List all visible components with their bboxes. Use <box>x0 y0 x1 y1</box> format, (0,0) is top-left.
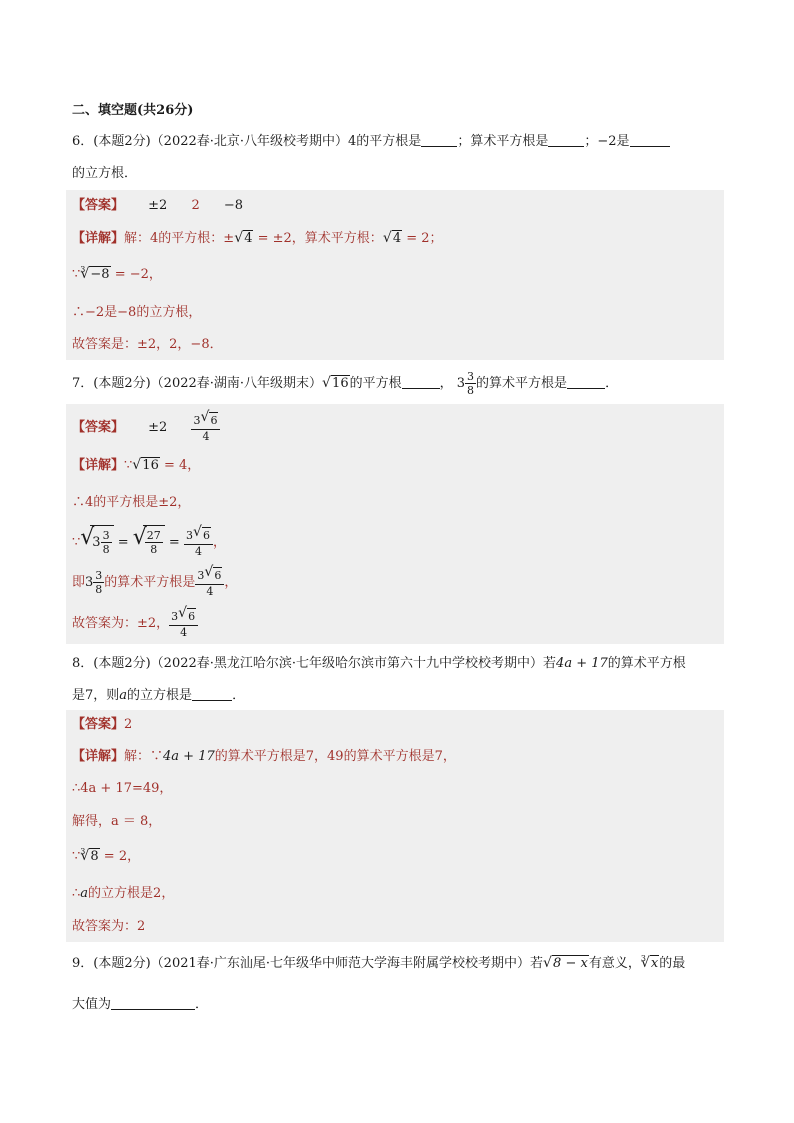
q8-because-line: ∵$^3$√ 8 = 2， <box>72 847 140 868</box>
question-6-stem <box>72 132 670 152</box>
q7-therefore: ∴4的平方根是±2， <box>72 495 191 510</box>
fraction: $\frac{3√ 6}{4}$ <box>195 567 224 598</box>
answer-blank <box>548 132 584 147</box>
answer-blank <box>111 995 195 1010</box>
fraction: $\frac{3√ 6}{4}$ <box>169 608 198 639</box>
q6-detail-c: = 2； <box>406 231 443 246</box>
q8-answer-line: 【答案】2 <box>72 717 133 732</box>
question-9-stem-2: 大值为 ． <box>72 997 209 1012</box>
q8-line-2: ∴4a + 17=49， <box>72 781 173 796</box>
q6-stem-b: ；算术平方根是 <box>457 134 549 149</box>
q7-ji-line: 即3 $\frac{3}{8}$ 的算术平方根是 $\frac{3√ 6}{4}$ ， <box>72 566 237 600</box>
section-title: 二、填空题(共26分) <box>72 103 194 118</box>
cube-root-symbol: √ 8 <box>80 847 99 867</box>
sqrt-symbol: √ 3 $\frac{3}{8}$ <box>80 525 113 560</box>
q6-because-line: ∵$^3$√ −8 = −2， <box>72 265 162 286</box>
q8-line-3: 解得，a ＝ 8， <box>72 814 162 829</box>
q8-detail-line: 【详解】解：∵4a + 17的算术平方根是7，49的算术平方根是7， <box>72 749 456 764</box>
question-8-stem: 8．(本题2分)（2022春·黑龙江哈尔滨·七年级哈尔滨市第六十九中学校校考期中）若4a + 17的算术平方根 <box>72 656 686 671</box>
fraction: $\frac{3√ 6}{4}$ <box>191 412 220 443</box>
q6-detail-line <box>72 229 443 249</box>
question-8-stem-2: 是7，则a的立方根是 ． <box>72 688 246 703</box>
q6-detail-a: 解：4的平方根：± <box>124 231 235 246</box>
fraction: $\frac{3}{8}$ <box>467 370 475 397</box>
q7-conclusion: 故答案为：±2， $\frac{3√ 6}{4}$ <box>72 607 198 641</box>
q8-line-5: ∴a的立方根是2， <box>72 886 175 901</box>
q6-conclusion: 故答案是：±2，2，−8． <box>72 337 223 352</box>
answer-label: 【答案】 <box>72 198 125 213</box>
cube-root-symbol: √ −8 <box>80 265 110 285</box>
sqrt-symbol: √ $\frac{27}{8}$ <box>133 525 165 560</box>
q6-therefore: ∴−2是−8的立方根， <box>72 305 202 320</box>
sqrt-symbol: √ 16 <box>132 456 160 476</box>
sqrt-symbol: √ 4 <box>234 229 253 249</box>
sqrt-symbol: √ 4 <box>383 229 402 249</box>
sqrt-symbol: √ 16 <box>322 374 350 394</box>
q7-detail-line: 【详解】∵√ 16 = 4， <box>72 456 200 476</box>
answer-blank <box>402 374 440 389</box>
q6-stem-a: 6．(本题2分)（2022春·北京·八年级校考期中）4的平方根是 <box>72 134 422 149</box>
q6-answer-3: −8 <box>223 198 244 213</box>
q6-stem-c: ；−2是 <box>584 134 630 149</box>
q6-answer-1: ±2 <box>148 198 168 213</box>
sqrt-symbol: √ 8 − x <box>543 954 589 974</box>
cube-root-symbol: √ x <box>641 954 659 974</box>
question-7-stem: 7．(本题2分)（2022春·湖南·八年级期末）√ 16的平方根 ， 3 $\frac{3}{8}$ 的算术平方根是 ． <box>72 370 618 397</box>
q6-answer-2: 2 <box>191 198 200 213</box>
answer-blank <box>192 686 232 701</box>
q8-conclusion: 故答案为：2 <box>72 919 146 934</box>
q7-answer-line: 【答案】 ±2 $\frac{3√ 6}{4}$ <box>72 412 220 443</box>
q6-answer-line <box>72 196 243 216</box>
q7-because-line: ∵√ 3 $\frac{3}{8}$ = √ $\frac{27}{8}$ = $\frac{3√ 6}{4}$ ， <box>72 525 226 560</box>
q8-solution-box <box>66 710 724 942</box>
q6-detail-b: = ±2，算术平方根： <box>257 231 383 246</box>
detail-label: 【详解】 <box>72 231 125 246</box>
q6-stem-d: 的立方根． <box>72 166 138 181</box>
answer-blank <box>567 374 605 389</box>
answer-blank <box>421 132 457 147</box>
question-9-stem: 9．(本题2分)（2021春·广东汕尾·七年级华中师范大学海丰附属学校校考期中）若√ 8 − x有意义，$^3$√ x的最 <box>72 954 685 975</box>
fraction: $\frac{3√ 6}{4}$ <box>184 527 213 558</box>
answer-blank <box>630 132 670 147</box>
